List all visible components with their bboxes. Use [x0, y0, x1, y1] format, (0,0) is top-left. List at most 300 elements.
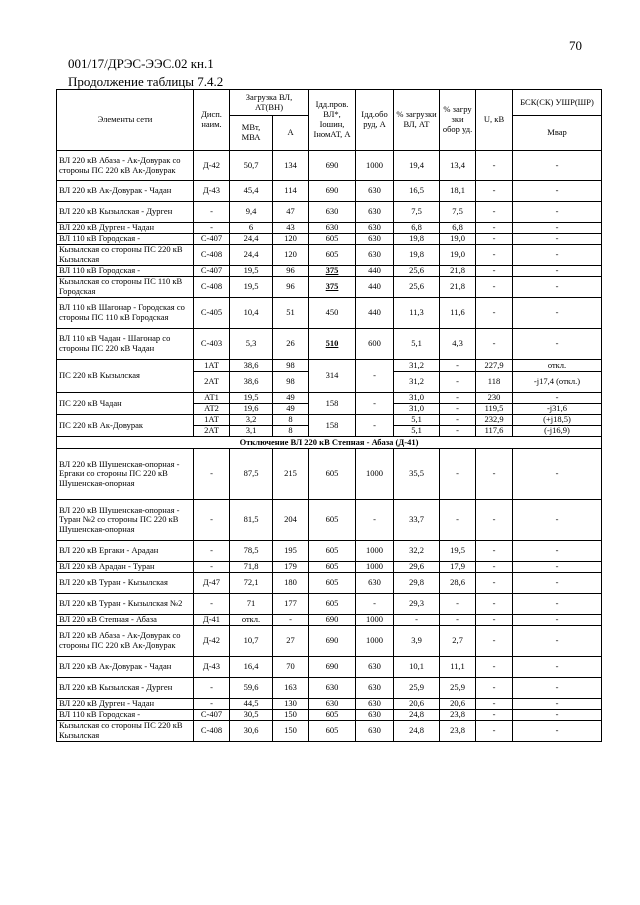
cell-mvar: -: [513, 449, 602, 500]
cell-mw: 30,5: [230, 710, 273, 721]
cell-a: -: [273, 615, 309, 626]
cell-element: ВЛ 110 кВ Городская -: [57, 234, 194, 245]
cell-mw: 78,5: [230, 541, 273, 562]
cell-element: ВЛ 220 кВ Арадан - Туран: [57, 562, 194, 573]
cell-mvar: -: [513, 245, 602, 266]
header-pct-vl: % загрузки ВЛ, АТ: [394, 90, 440, 151]
cell-pct-obor: -: [440, 360, 476, 372]
cell-idd-obor: 630: [356, 721, 394, 742]
cell-idd: 630: [309, 678, 356, 699]
cell-u: -: [476, 562, 513, 573]
cell-a: 120: [273, 245, 309, 266]
cell-a: 27: [273, 626, 309, 657]
cell-idd-obor: 1000: [356, 541, 394, 562]
cell-element: ВЛ 220 кВ Дурген - Чадан: [57, 699, 194, 710]
cell-idd: 605: [309, 594, 356, 615]
cell-element: ПС 220 кВ Ак-Довурак: [57, 415, 194, 437]
cell-mvar: -: [513, 678, 602, 699]
cell-mw: 59,6: [230, 678, 273, 699]
cell-pct-obor: 11,6: [440, 298, 476, 329]
cell-element: ВЛ 110 кВ Городская -: [57, 710, 194, 721]
cell-element: ВЛ 220 кВ Туран - Кызылская: [57, 573, 194, 594]
cell-element: ВЛ 220 кВ Ак-Довурак - Чадан: [57, 181, 194, 202]
cell-idd-obor: 1000: [356, 562, 394, 573]
cell-idd: 158: [309, 415, 356, 437]
cell-idd: 605: [309, 449, 356, 500]
cell-mw: 38,6: [230, 372, 273, 393]
cell-disp: Д-47: [194, 573, 230, 594]
cell-a: 51: [273, 298, 309, 329]
cell-a: 134: [273, 151, 309, 181]
cell-idd-obor: 630: [356, 573, 394, 594]
cell-disp: -: [194, 202, 230, 223]
cell-pct-obor: -: [440, 372, 476, 393]
cell-mvar: -: [513, 202, 602, 223]
cell-idd: 690: [309, 615, 356, 626]
cell-pct-vl: 32,2: [394, 541, 440, 562]
cell-u: -: [476, 266, 513, 277]
cell-element: ВЛ 220 кВ Шушенская-опорная - Туран №2 со стороны ПС 220 кВ Шушенская-опорная: [57, 500, 194, 541]
cell-idd: 690: [309, 626, 356, 657]
table-caption: Продолжение таблицы 7.4.2: [68, 74, 224, 89]
cell-u: -: [476, 594, 513, 615]
cell-pct-obor: 21,8: [440, 277, 476, 298]
cell-element: ВЛ 220 кВ Степная - Абаза: [57, 615, 194, 626]
cell-a: 70: [273, 657, 309, 678]
cell-mw: 87,5: [230, 449, 273, 500]
cell-mw: 19,5: [230, 266, 273, 277]
table-row: [57, 626, 602, 657]
cell-disp: С-407: [194, 234, 230, 245]
cell-u: -: [476, 223, 513, 234]
cell-mvar: -: [513, 181, 602, 202]
cell-u: -: [476, 710, 513, 721]
cell-mvar: -: [513, 594, 602, 615]
cell-idd: 450: [309, 298, 356, 329]
table-row: [57, 329, 602, 360]
load-table: [56, 89, 602, 742]
cell-idd: 605: [309, 234, 356, 245]
cell-mw: 38,6: [230, 360, 273, 372]
cell-pct-vl: 19,4: [394, 151, 440, 181]
header-disp: Дисп. наим.: [194, 90, 230, 151]
cell-mw: 19,5: [230, 277, 273, 298]
cell-mvar: (+j18,5): [513, 415, 602, 426]
table-row: [57, 393, 602, 404]
cell-disp: Д-43: [194, 181, 230, 202]
cell-idd: 510: [309, 329, 356, 360]
cell-mvar: -: [513, 151, 602, 181]
cell-a: 49: [273, 393, 309, 404]
cell-pct-vl: 10,1: [394, 657, 440, 678]
cell-mvar: -: [513, 266, 602, 277]
cell-a: 150: [273, 721, 309, 742]
cell-idd: 605: [309, 573, 356, 594]
table-row: [57, 721, 602, 742]
cell-idd-obor: 1000: [356, 626, 394, 657]
cell-pct-vl: 25,6: [394, 277, 440, 298]
cell-idd: 630: [309, 202, 356, 223]
cell-a: 8: [273, 415, 309, 426]
cell-disp: С-407: [194, 266, 230, 277]
cell-idd-obor: -: [356, 500, 394, 541]
cell-idd: 605: [309, 245, 356, 266]
table-row: [57, 360, 602, 372]
cell-idd: 605: [309, 541, 356, 562]
cell-mw: 3,1: [230, 426, 273, 437]
cell-a: 98: [273, 360, 309, 372]
cell-mw: 24,4: [230, 234, 273, 245]
cell-pct-vl: 24,8: [394, 710, 440, 721]
cell-mvar: -: [513, 626, 602, 657]
table-row: [57, 151, 602, 181]
cell-pct-vl: 5,1: [394, 426, 440, 437]
cell-mvar: -: [513, 657, 602, 678]
cell-element: ВЛ 220 кВ Кызылская - Дурген: [57, 202, 194, 223]
cell-mvar: -: [513, 721, 602, 742]
cell-pct-obor: 7,5: [440, 202, 476, 223]
table-row: [57, 594, 602, 615]
cell-mw: 19,5: [230, 393, 273, 404]
cell-u: -: [476, 721, 513, 742]
table-row: [57, 562, 602, 573]
cell-u: -: [476, 615, 513, 626]
cell-element: ВЛ 110 кВ Чадан - Шагонар со стороны ПС 220 кВ Чадан: [57, 329, 194, 360]
cell-pct-vl: 5,1: [394, 329, 440, 360]
header-mw: МВт, МВА: [230, 116, 273, 151]
cell-element: Кызылская со стороны ПС 220 кВ Кызылская: [57, 721, 194, 742]
cell-disp: -: [194, 594, 230, 615]
cell-u: -: [476, 657, 513, 678]
cell-idd-obor: 440: [356, 277, 394, 298]
cell-u: -: [476, 500, 513, 541]
cell-a: 204: [273, 500, 309, 541]
cell-pct-obor: 23,8: [440, 710, 476, 721]
cell-mw: 24,4: [230, 245, 273, 266]
cell-idd-obor: 630: [356, 234, 394, 245]
cell-u: -: [476, 245, 513, 266]
cell-u: -: [476, 626, 513, 657]
cell-pct-vl: 25,6: [394, 266, 440, 277]
cell-idd: 605: [309, 721, 356, 742]
cell-idd-obor: -: [356, 594, 394, 615]
cell-disp: -: [194, 223, 230, 234]
cell-pct-obor: 25,9: [440, 678, 476, 699]
cell-idd: 690: [309, 181, 356, 202]
cell-mw: 16,4: [230, 657, 273, 678]
cell-pct-vl: 35,5: [394, 449, 440, 500]
cell-mw: 30,6: [230, 721, 273, 742]
cell-pct-obor: 4,3: [440, 329, 476, 360]
cell-mvar: (-j16,9): [513, 426, 602, 437]
cell-element: ПС 220 кВ Чадан: [57, 393, 194, 415]
cell-a: 8: [273, 426, 309, 437]
cell-mvar: -: [513, 298, 602, 329]
cell-a: 215: [273, 449, 309, 500]
cell-a: 49: [273, 404, 309, 415]
table-row: [57, 234, 602, 245]
cell-mvar: -: [513, 562, 602, 573]
cell-a: 98: [273, 372, 309, 393]
cell-pct-obor: 17,9: [440, 562, 476, 573]
cell-disp: -: [194, 500, 230, 541]
cell-pct-vl: 31,0: [394, 393, 440, 404]
cell-disp: -: [194, 449, 230, 500]
cell-pct-obor: 19,5: [440, 541, 476, 562]
table-row: [57, 699, 602, 710]
cell-mw: 81,5: [230, 500, 273, 541]
cell-mvar: -: [513, 223, 602, 234]
document-id: 001/17/ДРЭС-ЭЭС.02 кн.1: [68, 56, 214, 71]
cell-u: 232,9: [476, 415, 513, 426]
cell-idd: 690: [309, 657, 356, 678]
header-idd-prov: Iдд.пров. ВЛ*, Iошин, IномАТ, А: [309, 90, 356, 151]
cell-u: 117,6: [476, 426, 513, 437]
cell-idd: 605: [309, 500, 356, 541]
cell-idd-obor: 600: [356, 329, 394, 360]
cell-disp: 1АТ: [194, 360, 230, 372]
cell-a: 96: [273, 266, 309, 277]
cell-idd: 375: [309, 266, 356, 277]
cell-pct-vl: 19,8: [394, 245, 440, 266]
cell-disp: С-408: [194, 721, 230, 742]
header-mvar: Мвар: [513, 116, 602, 151]
cell-u: 118: [476, 372, 513, 393]
cell-pct-obor: 28,6: [440, 573, 476, 594]
table-row: [57, 449, 602, 500]
cell-mw: 6: [230, 223, 273, 234]
cell-idd-obor: -: [356, 360, 394, 393]
cell-element: ВЛ 220 кВ Ак-Довурак - Чадан: [57, 657, 194, 678]
cell-disp: С-408: [194, 245, 230, 266]
cell-disp: Д-42: [194, 151, 230, 181]
cell-mvar: -: [513, 329, 602, 360]
cell-u: 119,5: [476, 404, 513, 415]
cell-pct-obor: -: [440, 449, 476, 500]
cell-disp: АТ2: [194, 404, 230, 415]
cell-a: 177: [273, 594, 309, 615]
cell-pct-obor: -: [440, 500, 476, 541]
section-title: Отключение ВЛ 220 кВ Степная - Абаза (Д-41): [57, 437, 602, 449]
cell-u: -: [476, 573, 513, 594]
table-row: [57, 573, 602, 594]
cell-idd: 314: [309, 360, 356, 393]
cell-mvar: -: [513, 710, 602, 721]
cell-pct-obor: -: [440, 415, 476, 426]
cell-pct-obor: 20,6: [440, 699, 476, 710]
cell-pct-vl: 29,6: [394, 562, 440, 573]
cell-element: ВЛ 220 кВ Шушенская-опорная - Ергаки со стороны ПС 220 кВ Шушенская-опорная: [57, 449, 194, 500]
table-row: [57, 223, 602, 234]
cell-u: 230: [476, 393, 513, 404]
cell-u: -: [476, 234, 513, 245]
cell-pct-obor: 11,1: [440, 657, 476, 678]
cell-element: ВЛ 220 кВ Ергаки - Арадан: [57, 541, 194, 562]
cell-mw: 72,1: [230, 573, 273, 594]
cell-element: ВЛ 110 кВ Городская -: [57, 266, 194, 277]
table-row: [57, 245, 602, 266]
cell-a: 120: [273, 234, 309, 245]
cell-pct-obor: -: [440, 426, 476, 437]
cell-disp: С-408: [194, 277, 230, 298]
cell-idd-obor: 630: [356, 678, 394, 699]
cell-element: Кызылская со стороны ПС 220 кВ Кызылская: [57, 245, 194, 266]
cell-mw: 5,3: [230, 329, 273, 360]
cell-idd-obor: 1000: [356, 615, 394, 626]
cell-pct-vl: -: [394, 615, 440, 626]
cell-mvar: -: [513, 234, 602, 245]
cell-element: ВЛ 110 кВ Шагонар - Городская со стороны ПС 110 кВ Городская: [57, 298, 194, 329]
cell-element: Кызылская со стороны ПС 110 кВ Городская: [57, 277, 194, 298]
cell-pct-vl: 11,3: [394, 298, 440, 329]
cell-pct-obor: -: [440, 594, 476, 615]
cell-u: -: [476, 202, 513, 223]
cell-pct-vl: 31,0: [394, 404, 440, 415]
cell-idd-obor: 630: [356, 202, 394, 223]
cell-idd: 630: [309, 223, 356, 234]
cell-a: 179: [273, 562, 309, 573]
cell-pct-vl: 3,9: [394, 626, 440, 657]
cell-idd: 375: [309, 277, 356, 298]
cell-pct-vl: 20,6: [394, 699, 440, 710]
cell-u: -: [476, 699, 513, 710]
cell-disp: Д-41: [194, 615, 230, 626]
cell-idd-obor: 630: [356, 245, 394, 266]
cell-pct-obor: 19,0: [440, 234, 476, 245]
cell-a: 180: [273, 573, 309, 594]
cell-disp: 1АТ: [194, 415, 230, 426]
cell-idd: 605: [309, 562, 356, 573]
table-row: [57, 415, 602, 426]
cell-mw: 71,8: [230, 562, 273, 573]
cell-idd: 630: [309, 699, 356, 710]
cell-element: ВЛ 220 кВ Туран - Кызылская №2: [57, 594, 194, 615]
cell-a: 195: [273, 541, 309, 562]
cell-mvar: -: [513, 393, 602, 404]
table-row: [57, 678, 602, 699]
header-pct-obor: % загру зки обор уд.: [440, 90, 476, 151]
cell-idd-obor: 440: [356, 266, 394, 277]
cell-a: 47: [273, 202, 309, 223]
cell-disp: -: [194, 562, 230, 573]
cell-disp: -: [194, 678, 230, 699]
header-idd-obor: Iдд.обо руд, А: [356, 90, 394, 151]
cell-pct-vl: 29,8: [394, 573, 440, 594]
cell-u: -: [476, 181, 513, 202]
cell-idd-obor: -: [356, 415, 394, 437]
cell-idd-obor: 630: [356, 657, 394, 678]
cell-mw: 50,7: [230, 151, 273, 181]
table-row: [57, 277, 602, 298]
cell-u: -: [476, 678, 513, 699]
cell-pct-vl: 29,3: [394, 594, 440, 615]
cell-mw: 19,6: [230, 404, 273, 415]
cell-disp: АТ1: [194, 393, 230, 404]
cell-pct-obor: 13,4: [440, 151, 476, 181]
table-row: [57, 298, 602, 329]
page-number: 70: [569, 38, 582, 53]
header-a: А: [273, 116, 309, 151]
cell-mw: откл.: [230, 615, 273, 626]
cell-pct-vl: 25,9: [394, 678, 440, 699]
table-body: [57, 151, 602, 742]
cell-disp: Д-43: [194, 657, 230, 678]
cell-pct-vl: 6,8: [394, 223, 440, 234]
cell-mw: 44,5: [230, 699, 273, 710]
cell-pct-vl: 16,5: [394, 181, 440, 202]
cell-pct-vl: 33,7: [394, 500, 440, 541]
cell-mvar: -: [513, 277, 602, 298]
table-row: [57, 266, 602, 277]
cell-a: 163: [273, 678, 309, 699]
cell-pct-vl: 19,8: [394, 234, 440, 245]
table-row: [57, 500, 602, 541]
cell-u: -: [476, 449, 513, 500]
cell-mvar: -: [513, 615, 602, 626]
cell-mw: 9,4: [230, 202, 273, 223]
cell-u: -: [476, 151, 513, 181]
header-elements: Элементы сети: [57, 90, 194, 151]
cell-pct-vl: 31,2: [394, 372, 440, 393]
cell-pct-vl: 5,1: [394, 415, 440, 426]
cell-idd: 158: [309, 393, 356, 415]
header-load: Загрузка ВЛ, АТ(ВН): [230, 90, 309, 116]
cell-element: ВЛ 220 кВ Абаза - Ак-Довурак со стороны ПС 220 кВ Ак-Довурак: [57, 151, 194, 181]
cell-pct-obor: 23,8: [440, 721, 476, 742]
cell-pct-vl: 24,8: [394, 721, 440, 742]
cell-pct-obor: -: [440, 615, 476, 626]
cell-u: -: [476, 298, 513, 329]
cell-pct-obor: 2,7: [440, 626, 476, 657]
cell-idd-obor: 1000: [356, 151, 394, 181]
cell-mvar: -: [513, 699, 602, 710]
cell-idd-obor: 630: [356, 699, 394, 710]
cell-mw: 10,7: [230, 626, 273, 657]
table-row: [57, 181, 602, 202]
cell-u: -: [476, 277, 513, 298]
cell-pct-obor: -: [440, 393, 476, 404]
cell-mw: 3,2: [230, 415, 273, 426]
cell-idd: 605: [309, 710, 356, 721]
cell-pct-vl: 7,5: [394, 202, 440, 223]
cell-u: -: [476, 329, 513, 360]
cell-mvar: -: [513, 541, 602, 562]
cell-a: 26: [273, 329, 309, 360]
cell-mw: 45,4: [230, 181, 273, 202]
cell-disp: -: [194, 699, 230, 710]
cell-disp: 2АТ: [194, 426, 230, 437]
cell-pct-obor: 21,8: [440, 266, 476, 277]
cell-a: 114: [273, 181, 309, 202]
cell-pct-obor: -: [440, 404, 476, 415]
cell-idd-obor: 630: [356, 181, 394, 202]
cell-mvar: -: [513, 573, 602, 594]
header-u: U, кВ: [476, 90, 513, 151]
cell-idd-obor: -: [356, 393, 394, 415]
cell-a: 43: [273, 223, 309, 234]
cell-pct-obor: 18,1: [440, 181, 476, 202]
cell-a: 150: [273, 710, 309, 721]
cell-idd-obor: 440: [356, 298, 394, 329]
cell-u: -: [476, 541, 513, 562]
cell-disp: Д-42: [194, 626, 230, 657]
cell-disp: С-405: [194, 298, 230, 329]
table-row: [57, 657, 602, 678]
cell-pct-obor: 6,8: [440, 223, 476, 234]
table-row: [57, 615, 602, 626]
cell-a: 96: [273, 277, 309, 298]
header-bsk: БСК(СК) УШР(ШР): [513, 90, 602, 116]
